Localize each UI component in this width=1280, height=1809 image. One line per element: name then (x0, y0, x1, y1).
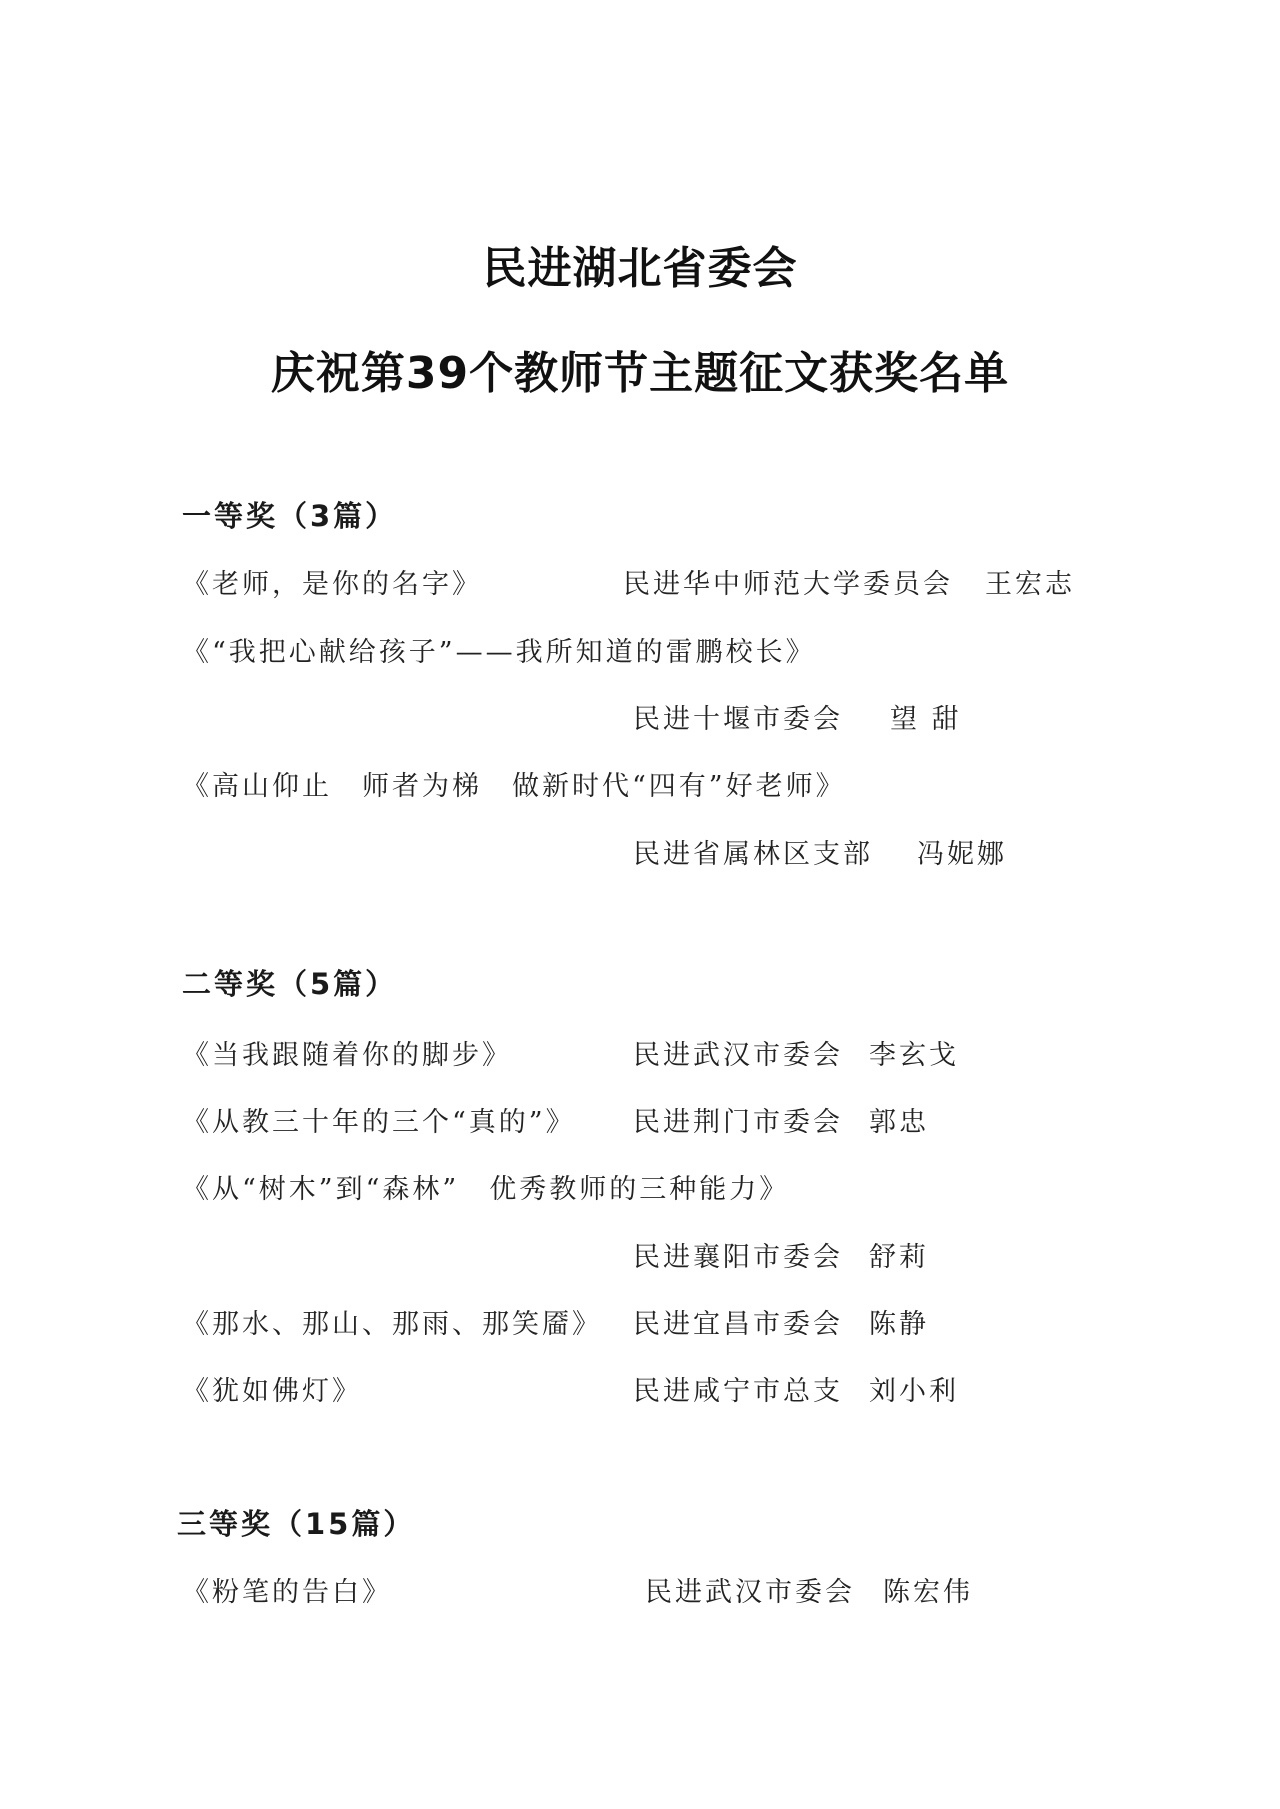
entry-org: 民进武汉市委会 (645, 1577, 855, 1608)
entry-org: 民进荆门市委会 (633, 1107, 843, 1138)
entry-author: 冯妮娜 (917, 839, 1007, 870)
section-heading: 二等奖（5篇） (182, 967, 398, 1001)
entry-title: 《那水、那山、那雨、那笑靥》 (182, 1309, 602, 1340)
entry-title: 《从教三十年的三个“真的”》 (182, 1107, 576, 1138)
entry-author: 李玄戈 (869, 1040, 959, 1071)
entry-author: 舒莉 (869, 1242, 929, 1273)
entry-title: 《犹如佛灯》 (182, 1376, 362, 1407)
entry-org: 民进襄阳市委会 (633, 1242, 843, 1273)
entry-org: 民进华中师范大学委员会 (623, 569, 953, 600)
entry-org: 民进宜昌市委会 (633, 1309, 843, 1340)
entry-title: 《当我跟随着你的脚步》 (182, 1040, 512, 1071)
section-heading: 三等奖（15篇） (177, 1507, 416, 1541)
entry-org: 民进十堰市委会 (633, 704, 843, 735)
entry-author: 陈宏伟 (883, 1577, 973, 1608)
entry-org: 民进咸宁市总支 (633, 1376, 843, 1407)
entry-title: 《从“树木”到“森林” 优秀教师的三种能力》 (182, 1174, 790, 1205)
entry-author: 郭忠 (869, 1107, 929, 1138)
document-title-line2: 庆祝第39个教师节主题征文获奖名单 (270, 348, 1010, 399)
entry-title: 《高山仰止 师者为梯 做新时代“四有”好老师》 (182, 771, 846, 802)
entry-author: 刘小利 (869, 1376, 959, 1407)
entry-title: 《老师，是你的名字》 (182, 569, 482, 600)
document-title-line1: 民进湖北省委会 (482, 243, 798, 294)
section-heading: 一等奖（3篇） (182, 499, 398, 533)
entry-title: 《“我把心献给孩子”——我所知道的雷鹏校长》 (182, 637, 816, 668)
entry-author: 王宏志 (985, 569, 1075, 600)
entry-author: 陈静 (869, 1309, 929, 1340)
entry-org: 民进武汉市委会 (633, 1040, 843, 1071)
entry-title: 《粉笔的告白》 (182, 1577, 392, 1608)
entry-org: 民进省属林区支部 (633, 839, 873, 870)
entry-author: 望 甜 (890, 704, 962, 735)
